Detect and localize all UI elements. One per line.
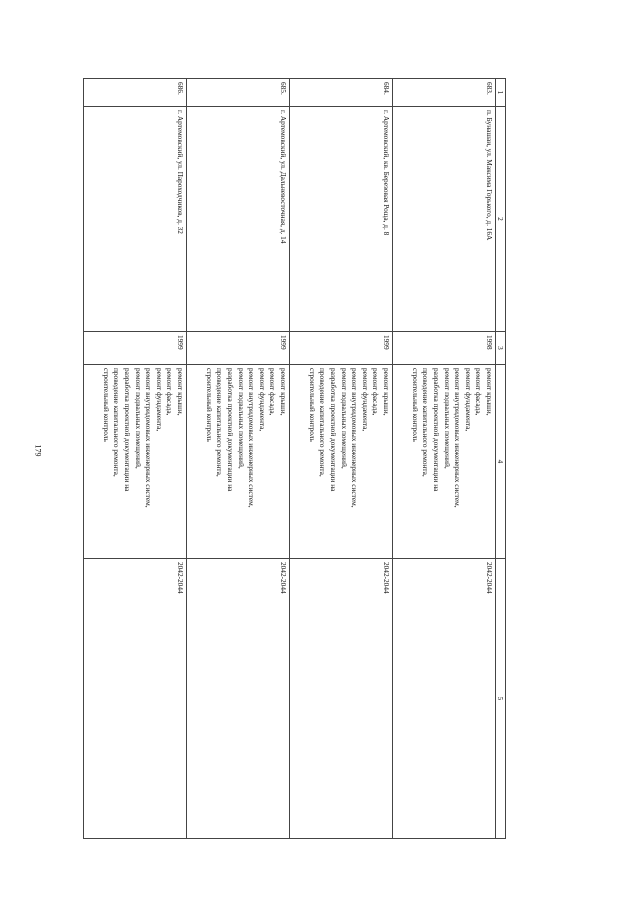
row-address: г. Артемовский, кв. Березовая Роща, д. 8 bbox=[290, 107, 393, 332]
header-cell: 5 bbox=[496, 559, 506, 839]
work-item: ремонт внутридомовых инженерных систем, bbox=[247, 368, 257, 508]
work-item: проведение капитального ремонта, bbox=[215, 368, 225, 477]
work-item: ремонт фасада, bbox=[371, 368, 381, 416]
header-cell: 2 bbox=[496, 107, 506, 332]
row-period: 2042-2044 bbox=[187, 559, 290, 839]
row-number: 685. bbox=[187, 79, 290, 107]
row-address: п. Бунашаи, ул. Максима Горького, д. 16А bbox=[393, 107, 496, 332]
work-item: разработка проектной документации на bbox=[432, 368, 442, 492]
row-period: 2042-2044 bbox=[393, 559, 496, 839]
capital-repair-table bbox=[83, 78, 506, 839]
work-item: строительный контроль bbox=[410, 368, 420, 442]
header-cell: 3 bbox=[496, 332, 506, 365]
work-item: ремонт крыши, bbox=[485, 368, 494, 416]
work-item: разработка проектной документации на bbox=[123, 368, 133, 492]
work-item: ремонт фундамента, bbox=[154, 368, 164, 432]
work-item: ремонт фундамента, bbox=[257, 368, 267, 432]
work-item: строительный контроль bbox=[204, 368, 214, 442]
row-period: 2042-2044 bbox=[290, 559, 393, 839]
work-item: ремонт крыши, bbox=[382, 368, 391, 416]
table-row bbox=[393, 79, 496, 839]
work-item: разработка проектной документации на bbox=[226, 368, 236, 492]
work-item: ремонт внутридомовых инженерных систем, bbox=[350, 368, 360, 508]
work-item: ремонт внутридомовых инженерных систем, bbox=[144, 368, 154, 508]
row-works bbox=[393, 365, 496, 559]
row-address: г. Артемовский, ул. Пароходчиков, д. 32 bbox=[84, 107, 187, 332]
page-number: 179 bbox=[33, 444, 43, 457]
table-row bbox=[187, 79, 290, 839]
table-row bbox=[84, 79, 187, 839]
work-item: ремонт фундамента, bbox=[463, 368, 473, 432]
row-address: г. Артемовский, ул. Дальневосточная, д. 14 bbox=[187, 107, 290, 332]
row-number: 683. bbox=[393, 79, 496, 107]
work-item: ремонт крыши, bbox=[176, 368, 185, 416]
row-year: 1998 bbox=[393, 332, 496, 365]
work-item: разработка проектной документации на bbox=[329, 368, 339, 492]
work-item: ремонт фасада, bbox=[474, 368, 484, 416]
table-body bbox=[84, 79, 496, 839]
work-item: строительный контроль bbox=[307, 368, 317, 442]
row-works bbox=[290, 365, 393, 559]
work-item: проведение капитального ремонта, bbox=[421, 368, 431, 477]
row-year: 1999 bbox=[290, 332, 393, 365]
row-works bbox=[187, 365, 290, 559]
work-item: строительный контроль bbox=[101, 368, 111, 442]
header-cell: 1 bbox=[496, 79, 506, 107]
work-item: проведение капитального ремонта, bbox=[112, 368, 122, 477]
table-row bbox=[290, 79, 393, 839]
work-item: ремонт фасада, bbox=[165, 368, 175, 416]
row-period: 2042-2044 bbox=[84, 559, 187, 839]
work-item: ремонт фасада, bbox=[268, 368, 278, 416]
row-number: 684. bbox=[290, 79, 393, 107]
work-item: ремонт подвальных помещений, bbox=[442, 368, 452, 469]
header-cell: 4 bbox=[496, 365, 506, 559]
work-item: ремонт внутридомовых инженерных систем, bbox=[453, 368, 463, 508]
row-year: 1999 bbox=[187, 332, 290, 365]
work-item: ремонт фундамента, bbox=[360, 368, 370, 432]
row-number: 686. bbox=[84, 79, 187, 107]
work-item: ремонт подвальных помещений, bbox=[236, 368, 246, 469]
work-item: ремонт подвальных помещений, bbox=[339, 368, 349, 469]
header-row bbox=[496, 79, 506, 839]
work-item: ремонт подвальных помещений, bbox=[133, 368, 143, 469]
row-works bbox=[84, 365, 187, 559]
row-year: 1999 bbox=[84, 332, 187, 365]
rotated-table-wrapper bbox=[86, 78, 506, 838]
work-item: проведение капитального ремонта, bbox=[318, 368, 328, 477]
work-item: ремонт крыши, bbox=[279, 368, 288, 416]
